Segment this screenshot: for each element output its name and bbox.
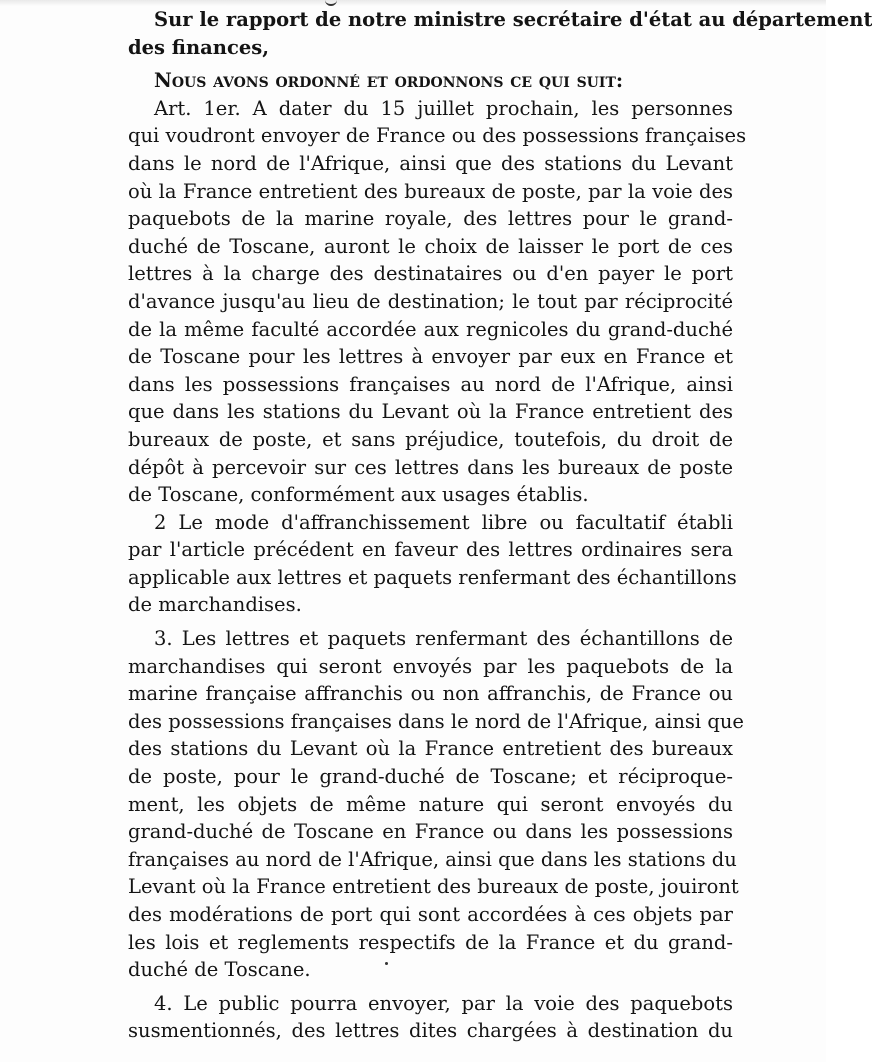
text-line: des modérations de port qui sont accordées à ces objets par <box>128 903 733 926</box>
text-line: ment, les objets de même nature qui seront envoyés du <box>128 792 733 816</box>
text-line: lettres à la charge des destinataires ou d'en payer le port <box>128 262 733 286</box>
text-line: duché de Toscane. <box>128 958 311 982</box>
text-line: susmentionnés, des lettres dites chargées à destination du <box>128 1019 733 1043</box>
text-line: marine française affranchis ou non affranchis, de France ou <box>128 682 733 706</box>
article-4-paragraph <box>128 990 733 1045</box>
text-line: de poste, pour le grand-duché de Toscane; et réciproque- <box>128 765 733 789</box>
document-text <box>128 6 872 1045</box>
text-line: 3. Les lettres et paquets renfermant des échantillons de <box>154 627 733 651</box>
text-line: de Toscane, conformément aux usages établis. <box>128 483 589 507</box>
article-1-paragraph <box>128 95 747 509</box>
text-line: dans le nord de l'Afrique, ainsi que des stations du Levant <box>128 151 733 175</box>
text-line: duché de Toscane, auront le choix de laisser le port de ces <box>128 234 733 258</box>
text-line: qui voudront envoyer de France ou des possessions françaises <box>128 124 747 148</box>
text-line: que dans les stations du Levant où la France entretient des <box>128 400 733 424</box>
text-line: dans les possessions françaises au nord de l'Afrique, ainsi <box>128 372 733 396</box>
scan-speck <box>385 962 388 965</box>
text-line: des stations du Levant où la France entretient des bureaux <box>128 737 733 761</box>
text-line: de Toscane pour les lettres à envoyer par eux en France et <box>128 345 733 369</box>
article-3-paragraph <box>128 625 744 984</box>
text-line: où la France entretient des bureaux de poste, par la voie des <box>128 179 733 203</box>
text-line: les lois et reglements respectifs de la France et du grand- <box>128 930 733 954</box>
text-line: marchandises qui seront envoyés par les paquebots de la <box>128 654 733 678</box>
text-line: françaises au nord de l'Afrique, ainsi que dans les stations du <box>128 847 737 871</box>
text-line: de la même faculté accordée aux regnicoles du grand-duché <box>128 317 733 341</box>
text-line: applicable aux lettres et paquets renfermant des échantillons <box>128 565 737 589</box>
text-line: par l'article précédent en faveur des lettres ordinaires sera <box>128 538 733 562</box>
text-line: des finances, <box>128 35 270 59</box>
text-line: d'avance jusqu'au lieu de destination; le tout par réciprocité <box>128 289 733 313</box>
text-line: Nous avons ordonné et ordonnons ce qui suit: <box>154 69 624 93</box>
preamble-paragraph <box>128 6 872 61</box>
text-line: de marchandises. <box>128 593 302 617</box>
text-line: 4. Le public pourra envoyer, par la voie des paquebots <box>154 991 733 1015</box>
article-2-paragraph <box>128 509 737 619</box>
text-line: Levant où la France entretient des bureaux de poste, jouiront <box>128 875 739 899</box>
ordonnance-heading <box>128 67 733 95</box>
text-line: Art. 1er. A dater du 15 juillet prochain, les personnes <box>154 96 733 120</box>
text-line: dépôt à percevoir sur ces lettres dans les bureaux de poste <box>128 455 733 479</box>
text-line: des possessions françaises dans le nord de l'Afrique, ainsi que <box>128 709 744 733</box>
text-line: grand-duché de Toscane en France ou dans les possessions <box>128 820 733 844</box>
text-line: paquebots de la marine royale, des lettres pour le grand- <box>128 207 733 231</box>
text-line: bureaux de poste, et sans préjudice, toutefois, du droit de <box>128 427 733 451</box>
text-line: Sur le rapport de notre ministre secrétaire d'état au département <box>154 8 872 31</box>
text-line: 2 Le mode d'affranchissement libre ou facultatif établi <box>154 510 733 534</box>
